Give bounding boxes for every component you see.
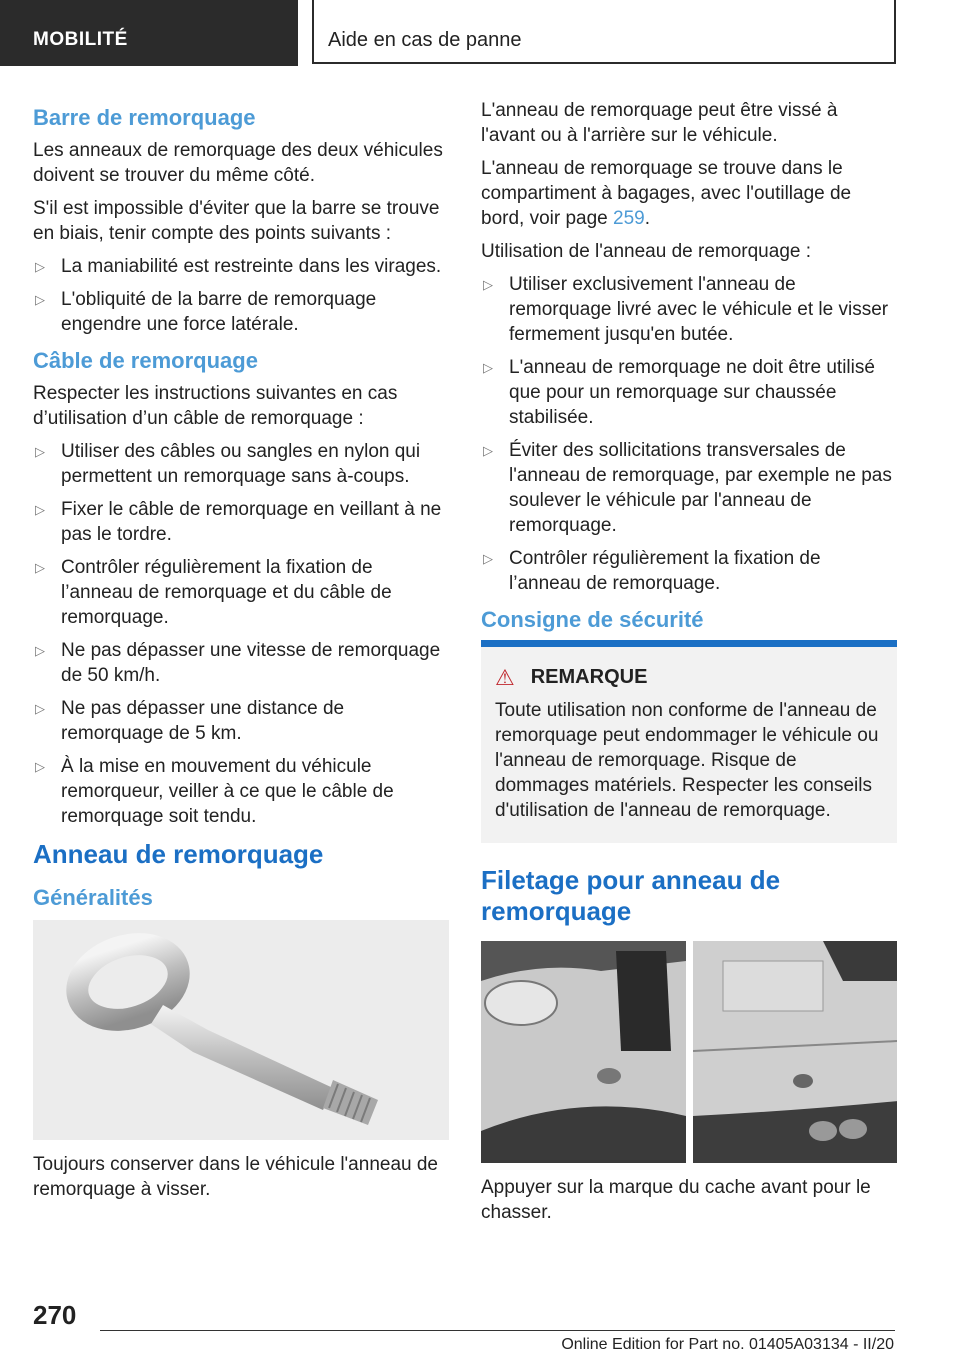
triangle-right-icon: ▷: [35, 560, 45, 575]
list-item: ▷ Contrôler régulièrement la fixation de l’anneau de remorquage.: [483, 548, 821, 594]
triangle-right-icon: ▷: [35, 701, 45, 716]
tow-eye-image: [33, 920, 449, 1140]
list-item: ▷ Utiliser exclusivement l'anneau de remorquage livré avec le véhicule et le visser fermement jusqu'en butée.: [483, 274, 889, 345]
triangle-right-icon: ▷: [483, 360, 493, 375]
triangle-right-icon: ▷: [483, 443, 493, 458]
triangle-right-icon: ▷: [35, 502, 45, 517]
use-list: [481, 272, 897, 596]
list-item: ▷ Utiliser des câbles ou sangles en nylon qui permettent un remorquage sans à-coups.: [35, 441, 421, 487]
paragraph: L'anneau de remorquage peut être vissé à l'avant ou à l'arrière sur le véhicule.: [481, 100, 838, 146]
rear-bumper-image: [693, 941, 898, 1163]
page-header: [0, 0, 960, 66]
triangle-right-icon: ▷: [35, 292, 45, 307]
page-number: 270: [33, 1300, 77, 1330]
chapter-label: Aide en cas de panne: [312, 0, 896, 64]
heading-barre: Barre de remorquage: [33, 105, 256, 130]
paragraph: S'il est impossible d'éviter que la barre se trouve en biais, tenir compte des points suivants :: [33, 198, 440, 244]
note-text: Toute utilisation non conforme de l'anneau de remorquage peut endommager le véhicule ou l'anneau de remorquage. Risque de dommages matériels. Respecter les conseils d'utilisation de l'anneau de remorquage.: [495, 700, 879, 821]
heading-cable: Câble de remorquage: [33, 348, 258, 373]
section-label: MOBILITÉ: [0, 0, 298, 66]
triangle-right-icon: ▷: [35, 759, 45, 774]
cable-list: [33, 439, 449, 829]
triangle-right-icon: ▷: [483, 277, 493, 292]
list-item: ▷ Ne pas dépasser une vitesse de remorquage de 50 km/h.: [35, 640, 441, 686]
list-item: ▷ L'anneau de remorquage ne doit être utilisé que pour un remorquage sur chaussée stabilisée.: [483, 357, 875, 428]
paragraph: L'anneau de remorquage se trouve dans le compartiment à bagages, avec l'outillage de bord, voir page 259.: [481, 158, 852, 229]
paragraph: Toujours conserver dans le véhicule l'anneau de remorquage à visser.: [33, 1154, 438, 1200]
list-item: ▷ Fixer le câble de remorquage en veillant à ne pas le tordre.: [35, 499, 442, 545]
right-column: [481, 98, 897, 1233]
warning-note: [481, 640, 897, 843]
list-item: ▷ Ne pas dépasser une distance de remorquage de 5 km.: [35, 698, 345, 744]
note-title: ⚠ REMARQUE: [495, 664, 648, 690]
rear-bumper-illustration: [693, 941, 898, 1163]
edition-label: Online Edition for Part no. 01405A03134 - II/20: [561, 1336, 894, 1353]
front-bumper-illustration: [481, 941, 686, 1163]
list-item: ▷ À la mise en mouvement du véhicule remorqueur, veiller à ce que le câble de remorquage soit tendu.: [35, 756, 394, 827]
list-item: ▷ La maniabilité est restreinte dans les virages.: [35, 256, 442, 277]
barre-list: [33, 254, 449, 337]
triangle-right-icon: ▷: [35, 259, 45, 274]
heading-anneau: Anneau de remorquage: [33, 839, 324, 869]
paragraph: Respecter les instructions suivantes en cas d’utilisation d’un câble de remorquage :: [33, 383, 398, 429]
list-item: ▷ Contrôler régulièrement la fixation de l’anneau de remorquage et du câble de remorquage.: [35, 557, 392, 628]
warning-triangle-icon: ⚠: [495, 664, 515, 690]
footer-divider: [100, 1330, 895, 1331]
left-column: [33, 98, 449, 1210]
heading-generalites: Généralités: [33, 885, 153, 910]
page-footer: [0, 1300, 960, 1362]
tow-eye-illustration: [33, 920, 449, 1140]
triangle-right-icon: ▷: [35, 444, 45, 459]
page-link[interactable]: 259: [613, 208, 645, 229]
heading-filetage: Filetage pour anneau de remorquage: [481, 865, 781, 926]
triangle-right-icon: ▷: [483, 551, 493, 566]
paragraph: Appuyer sur la marque du cache avant pour le chasser.: [481, 1177, 871, 1223]
list-item: ▷ Éviter des sollicitations transversales de l'anneau de remorquage, par exemple ne pas soulever le véhicule par l'anneau de remorquage.: [483, 440, 892, 536]
paragraph: Utilisation de l'anneau de remorquage :: [481, 241, 812, 262]
bumper-images: [481, 941, 897, 1163]
list-item: ▷ L'obliquité de la barre de remorquage engendre une force latérale.: [35, 289, 377, 335]
triangle-right-icon: ▷: [35, 643, 45, 658]
front-bumper-image: [481, 941, 686, 1163]
paragraph: Les anneaux de remorquage des deux véhicules doivent se trouver du même côté.: [33, 140, 443, 186]
heading-consigne: Consigne de sécurité: [481, 607, 704, 632]
